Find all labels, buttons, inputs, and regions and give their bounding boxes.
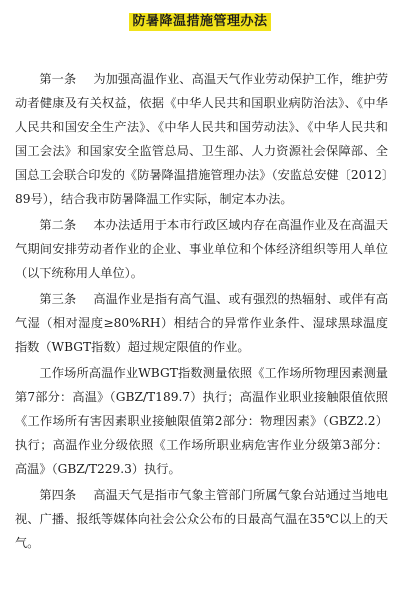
article-2-text: 本办法适用于本市行政区域内存在高温作业及在高温天气期间安排劳动者作业的企业、事业单位和个体经济组织等用人单位（以下统称用人单位）。 bbox=[15, 218, 389, 280]
article-4-paragraph bbox=[15, 483, 388, 555]
article-4-text: 高温天气是指市气象主管部门所属气象台站通过当地电视、广播、报纸等媒体向社会公众公布的日最高气温在35℃以上的天气。 bbox=[15, 488, 389, 550]
article-1-number: 第一条 bbox=[39, 72, 77, 86]
article-2-number: 第二条 bbox=[39, 218, 77, 232]
document-title: 防暑降温措施管理办法 bbox=[129, 13, 270, 31]
article-4-number: 第四条 bbox=[39, 488, 77, 502]
article-3-continuation-paragraph bbox=[15, 361, 388, 481]
article-3-paragraph bbox=[15, 287, 388, 359]
article-2-paragraph bbox=[15, 213, 388, 285]
article-1-paragraph bbox=[15, 67, 388, 211]
article-3-continuation-text: 工作场所高温作业WBGT指数测量依照《工作场所物理因素测量第7部分：高温》（GBZ/T189.7）执行；高温作业职业接触限值依照《工作场所有害因素职业接触限值第2部分：物理因素》（GBZ2.2）执行；高温作业分级依照《工作场所职业病危害作业分级第3部分：高温》（GBZ/T229.3）执行。 bbox=[15, 366, 388, 476]
article-3-number: 第三条 bbox=[39, 292, 77, 306]
document-body bbox=[15, 67, 388, 557]
article-1-text: 为加强高温作业、高温天气作业劳动保护工作，维护劳动者健康及有关权益，依据《中华人民共和国职业病防治法》、《中华人民共和国安全生产法》、《中华人民共和国劳动法》、《中华人民共和国工会法》和国家安全监管总局、卫生部、人力资源社会保障部、全国总工会联合印发的《防暑降温措施管理办法》（安监总安健〔2012〕89号），结合我市防暑降温工作实际，制定本办法。 bbox=[15, 72, 389, 206]
article-3-text: 高温作业是指有高气温、或有强烈的热辐射、或伴有高气湿（相对湿度≥80%RH）相结合的异常作业条件、湿球黑球温度指数（WBGT指数）超过规定限值的作业。 bbox=[15, 292, 389, 354]
title-row bbox=[0, 0, 400, 32]
